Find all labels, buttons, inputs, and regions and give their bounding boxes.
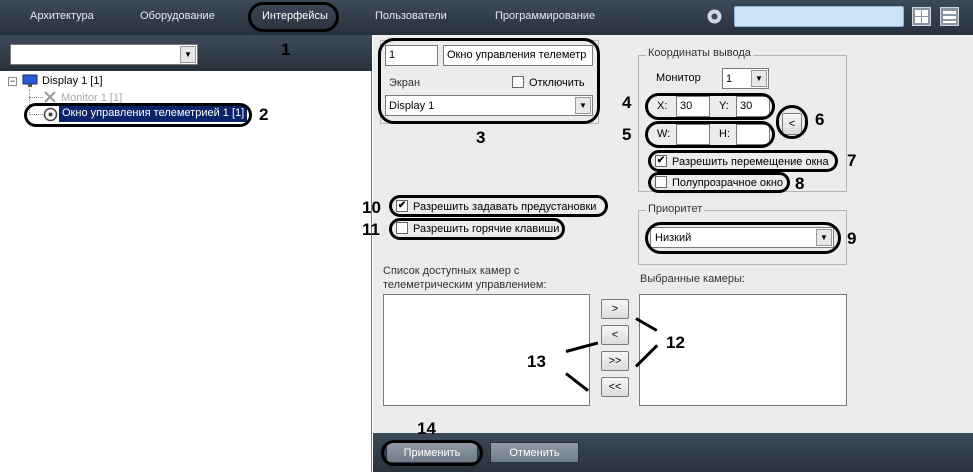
layout-grid-icon[interactable] — [912, 7, 931, 26]
object-name-field[interactable]: Окно управления телеметр — [443, 45, 593, 66]
monitor-select-value: 1 — [726, 73, 733, 85]
display-icon — [22, 74, 38, 88]
top-menu-bar — [0, 0, 973, 35]
menu-interfaces[interactable]: Интерфейсы — [262, 10, 328, 22]
menu-equipment[interactable]: Оборудование — [140, 10, 215, 22]
coords-title: Координаты вывода — [648, 47, 751, 59]
annotation-ring-2 — [24, 103, 252, 127]
allow-move-label: Разрешить перемещение окна — [672, 156, 829, 168]
annotation-ring-7 — [648, 150, 838, 172]
disable-label: Отключить — [529, 77, 585, 89]
annotation-number-3: 3 — [476, 128, 486, 147]
annotation-ring-11 — [389, 218, 565, 240]
x-label: X: — [657, 100, 668, 112]
tree-connector — [29, 97, 43, 98]
annotation-number-9: 9 — [847, 229, 857, 248]
annotation-number-11: 11 — [362, 220, 380, 239]
gear-icon[interactable] — [706, 8, 723, 25]
tree-collapse-icon[interactable]: − — [9, 76, 16, 86]
screen-select-value: Display 1 — [389, 100, 435, 112]
chevron-down-icon[interactable]: ▼ — [751, 70, 767, 87]
move-right-button[interactable]: > — [601, 299, 629, 319]
menu-architecture[interactable]: Архитектура — [30, 10, 94, 22]
available-cameras-label-1: Список доступных камер с — [383, 265, 520, 277]
chevron-down-icon[interactable]: ▼ — [816, 229, 832, 246]
tree-item-telemetry[interactable]: Окно управления телеметрией 1 [1] — [59, 106, 247, 122]
annotation-ring-8 — [648, 172, 790, 193]
annotation-number-13: 13 — [527, 352, 546, 371]
allow-presets-checkbox[interactable]: ✔ — [397, 200, 407, 211]
annotation-ring-5 — [645, 121, 775, 148]
annotation-number-1: 1 — [281, 40, 291, 59]
selected-cameras-label: Выбранные камеры: — [640, 273, 745, 285]
move-all-left-button[interactable]: << — [601, 377, 629, 397]
available-cameras-label-2: телеметрическим управлением: — [383, 279, 547, 291]
allow-move-checkbox[interactable]: ✔ — [656, 155, 666, 166]
y-label: Y: — [719, 100, 729, 112]
semi-transparent-label: Полупрозрачное окно — [672, 177, 784, 189]
search-input[interactable] — [734, 6, 904, 27]
annotation-number-8: 8 — [795, 174, 805, 193]
tree-filter-select[interactable] — [10, 44, 198, 65]
y-field[interactable]: 30 — [736, 96, 770, 117]
menu-programming[interactable]: Программирование — [495, 10, 596, 22]
annotation-number-5: 5 — [622, 125, 632, 144]
pick-position-button[interactable]: < — [782, 113, 802, 135]
allow-presets-label: Разрешить задавать предустановки — [413, 201, 597, 213]
move-left-button[interactable]: < — [601, 325, 629, 345]
annotation-ring-10 — [389, 195, 608, 217]
tree-item-display[interactable]: Display 1 [1] — [42, 75, 103, 87]
annotation-number-2: 2 — [259, 105, 269, 124]
apply-button[interactable]: Применить — [386, 442, 478, 463]
annotation-number-14: 14 — [417, 419, 436, 438]
annotation-number-4: 4 — [622, 93, 632, 112]
monitor-label: Монитор — [656, 72, 701, 84]
layout-list-icon[interactable] — [940, 7, 959, 26]
annotation-ring-6 — [776, 105, 808, 139]
tree-item-monitor[interactable]: Monitor 1 [1] — [61, 92, 123, 104]
move-all-right-button[interactable]: >> — [601, 351, 629, 371]
monitor-disabled-icon — [44, 91, 56, 103]
menu-users[interactable]: Пользователи — [375, 10, 447, 22]
priority-select-value: Низкий — [655, 232, 692, 244]
chevron-down-icon[interactable]: ▼ — [180, 46, 196, 63]
w-label: W: — [657, 128, 671, 140]
annotation-ring-9 — [645, 222, 841, 254]
screen-label: Экран — [389, 77, 421, 89]
annotation-number-12: 12 — [666, 333, 685, 352]
annotation-number-7: 7 — [847, 151, 857, 170]
monitor-select[interactable] — [722, 68, 769, 89]
annotation-ring-1 — [248, 2, 339, 32]
x-field[interactable]: 30 — [676, 96, 710, 117]
cancel-button[interactable]: Отменить — [490, 442, 579, 463]
annotation-number-6: 6 — [815, 110, 825, 129]
annotation-number-10: 10 — [362, 198, 381, 217]
h-label: H: — [719, 128, 730, 140]
priority-title: Приоритет — [648, 203, 703, 215]
hotkeys-label: Разрешить горячие клавиши — [413, 223, 560, 235]
annotation-ring-14 — [381, 440, 483, 466]
annotation-ring-3 — [378, 38, 600, 124]
object-id-field[interactable]: 1 — [385, 45, 438, 66]
annotation-ring-4 — [645, 93, 775, 120]
chevron-down-icon[interactable]: ▼ — [575, 97, 591, 114]
available-cameras-list[interactable] — [383, 294, 590, 406]
